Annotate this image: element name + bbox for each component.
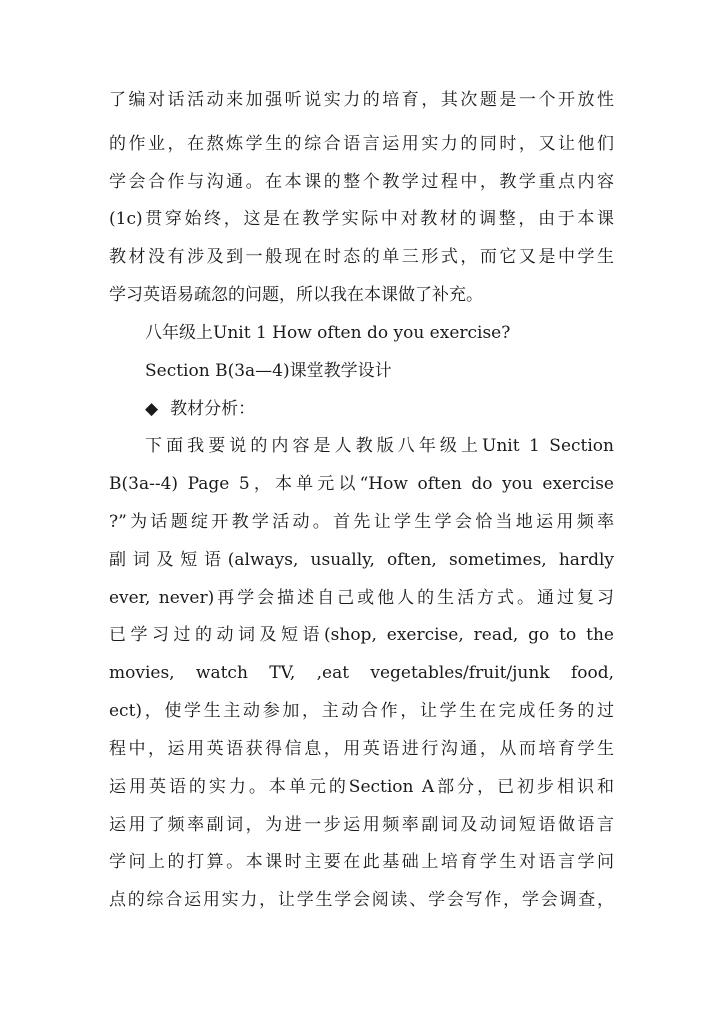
text-line: 运用了频率副词，为进一步运用频率副词及动词短语做语言 xyxy=(109,815,614,835)
text-line: 程中，运用英语获得信息，用英语进行沟通，从而培育学生 xyxy=(109,739,614,759)
text-line: 学问上的打算。本课时主要在此基础上培育学生对语言学问 xyxy=(109,852,614,872)
text-line: B(3a--4) Page 5，本单元以“How often do you exercise xyxy=(109,474,614,494)
section-heading-label: 教材分析： xyxy=(170,399,256,419)
text-line: 了编对话活动来加强听说实力的培育，其次题是一个开放性 xyxy=(109,90,614,110)
lesson-title: 八年级上Unit 1 How often do you exercise? xyxy=(145,323,511,343)
text-line: movies, watch TV, ,eat vegetables/fruit/junk food, xyxy=(109,663,614,683)
diamond-bullet-icon: ◆ xyxy=(145,399,159,419)
text-line: 学会合作与沟通。在本课的整个教学过程中，教学重点内容 xyxy=(109,172,614,192)
text-line: 已学习过的动词及短语(shop, exercise, read, go to the xyxy=(109,625,614,645)
text-line: ever, never)再学会描述自己或他人的生活方式。通过复习 xyxy=(109,588,614,608)
text-line: 运用英语的实力。本单元的Section A部分，已初步相识和 xyxy=(109,777,614,797)
lesson-subtitle: Section B(3a—4)课堂教学设计 xyxy=(145,361,392,381)
text-line: 下面我要说的内容是人教版八年级上Unit 1 Section xyxy=(145,436,614,456)
text-line: ?”为话题绽开教学活动。首先让学生学会恰当地运用频率 xyxy=(109,512,614,532)
text-line: (1c)贯穿始终，这是在教学实际中对教材的调整，由于本课 xyxy=(109,209,614,229)
text-line: 的作业，在熬炼学生的综合语言运用实力的同时，又让他们 xyxy=(109,134,614,154)
text-line: 教材没有涉及到一般现在时态的单三形式，而它又是中学生 xyxy=(109,247,614,267)
text-line: 点的综合运用实力，让学生学会阅读、学会写作，学会调查， xyxy=(109,890,614,910)
text-line: 学习英语易疏忽的问题，所以我在本课做了补充。 xyxy=(109,285,483,305)
section-heading xyxy=(145,390,614,428)
text-line: ect)，使学生主动参加，主动合作，让学生在完成任务的过 xyxy=(109,701,614,721)
text-line: 副词及短语(always, usually, often, sometimes, hardly xyxy=(109,550,614,570)
